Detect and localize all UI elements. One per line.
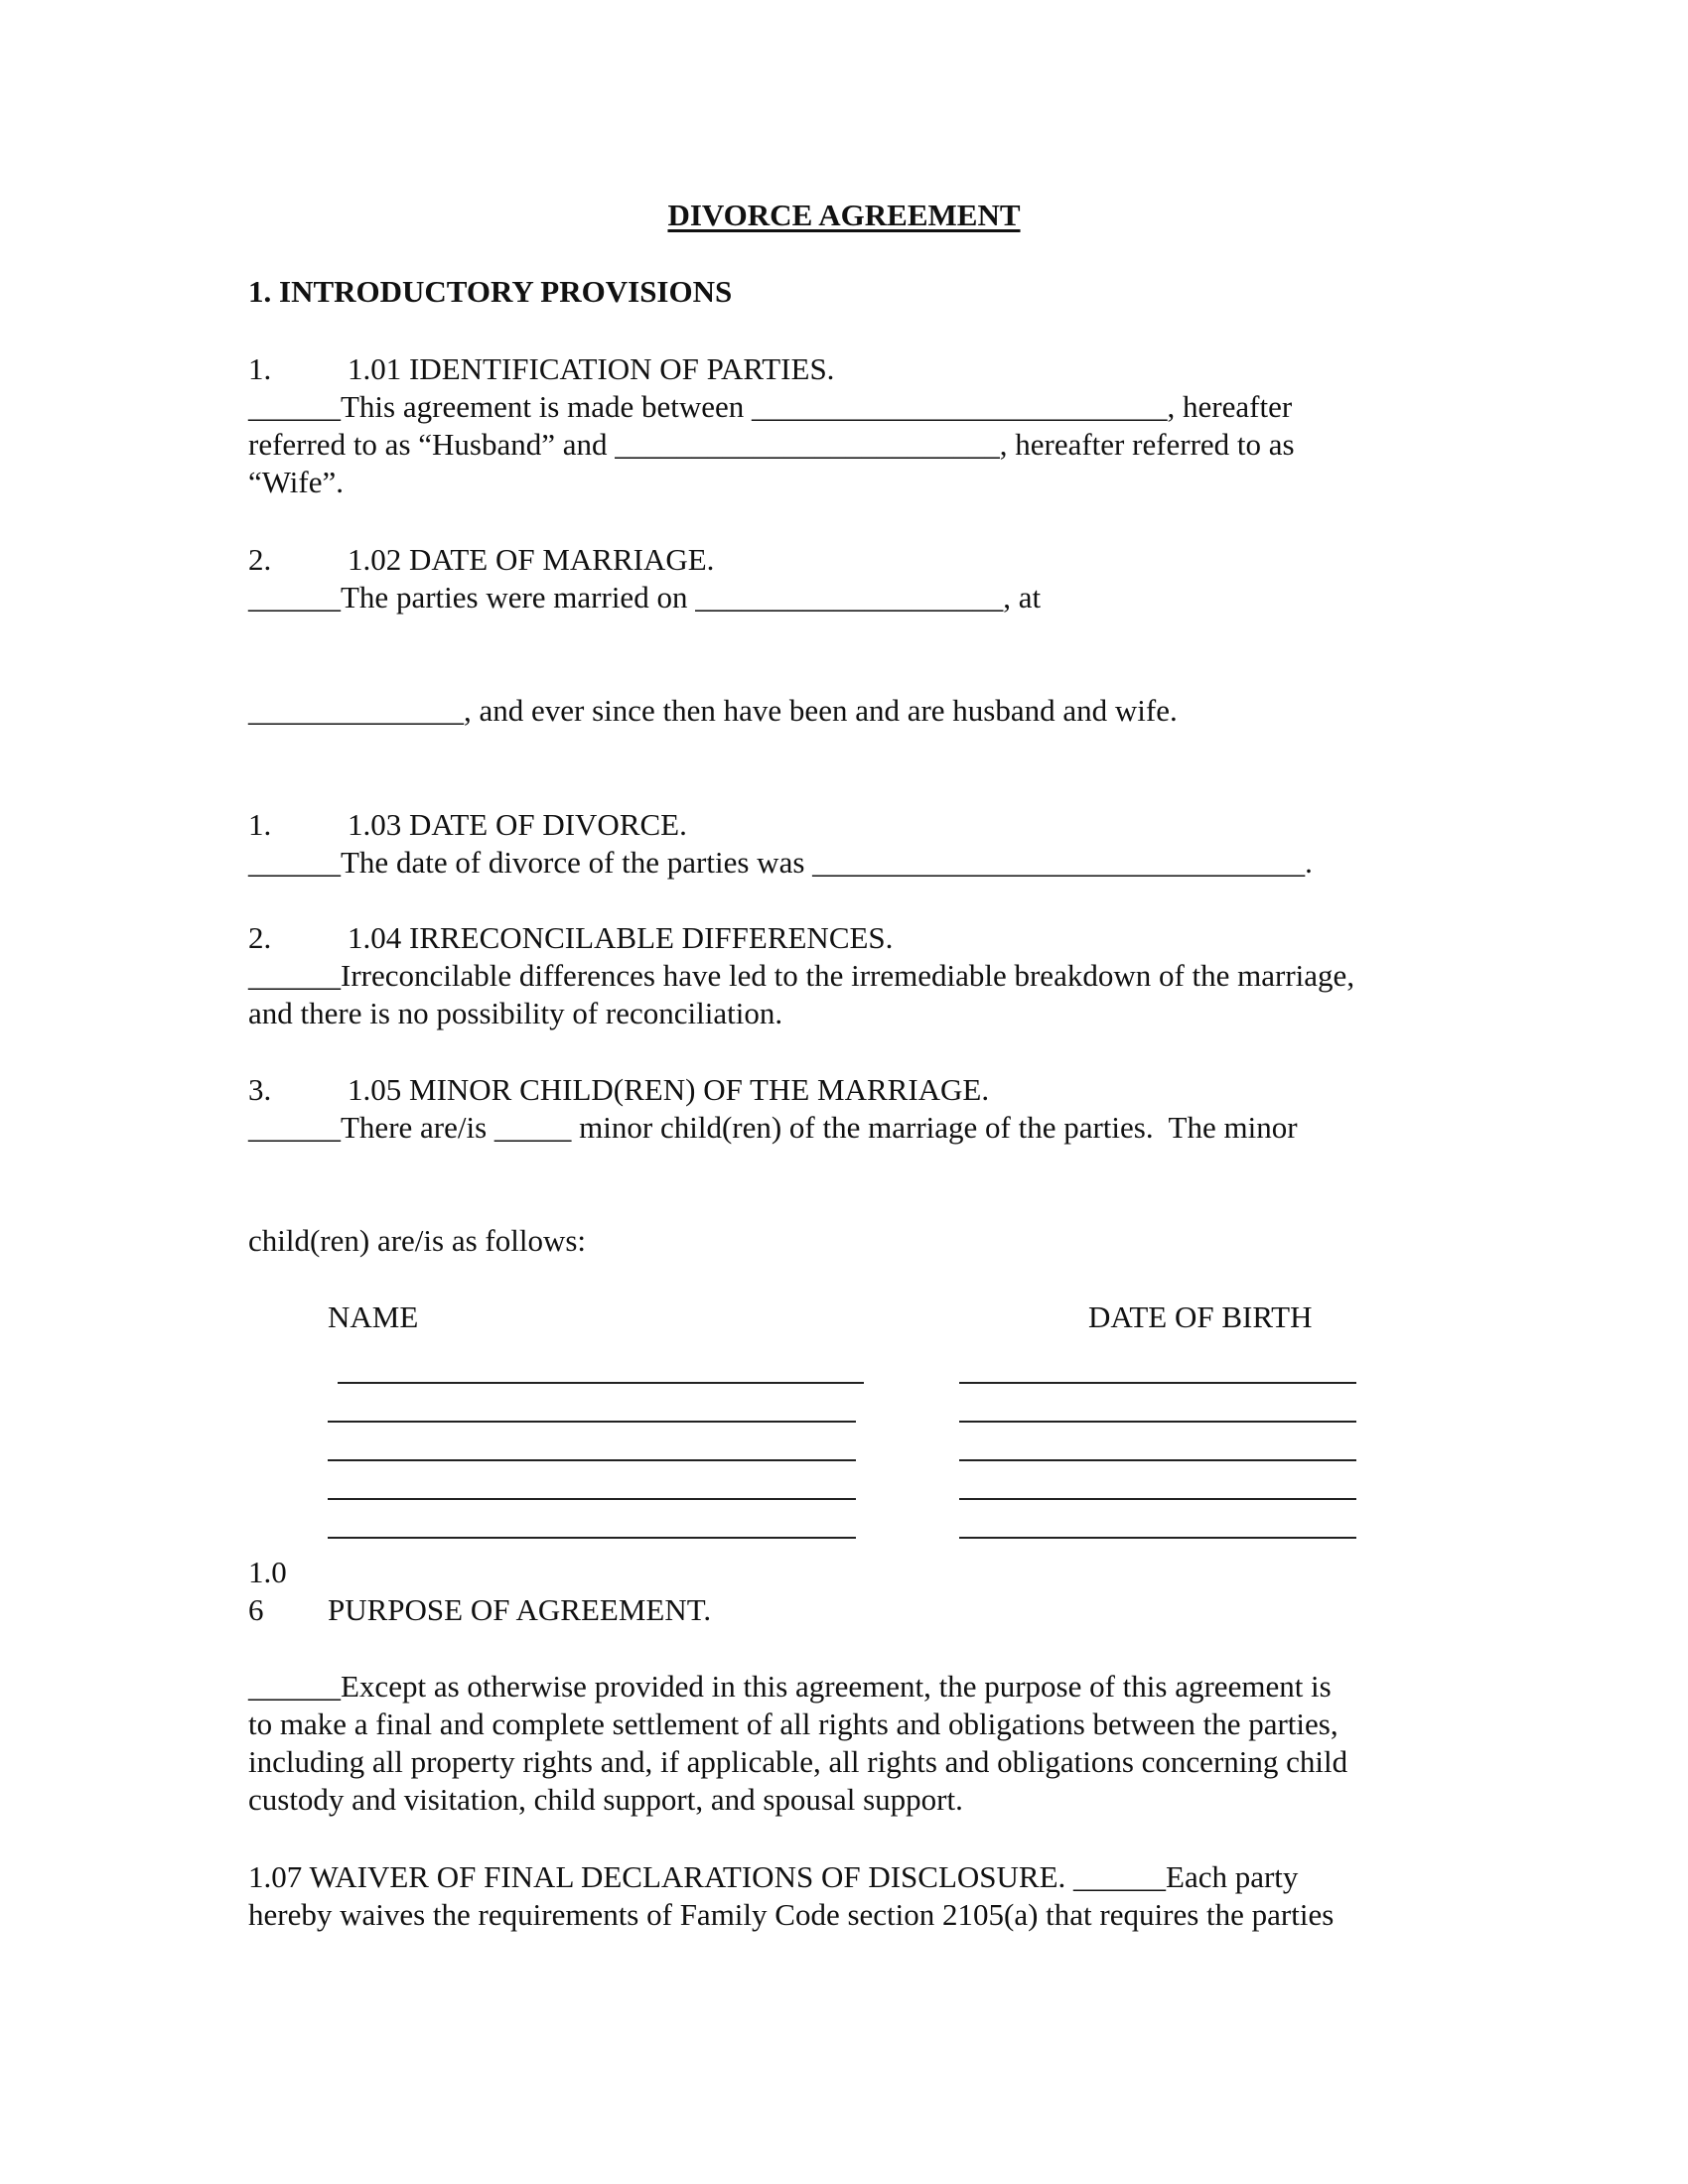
paragraph-line: referred to as “Husband” and _________________________, hereafter referred to as	[248, 427, 1295, 462]
paragraph-line: including all property rights and, if applicable, all rights and obligations concerning child	[248, 1744, 1348, 1779]
paragraph-line: 1.07 WAIVER OF FINAL DECLARATIONS OF DISCLOSURE. ______Each party	[248, 1859, 1299, 1894]
paragraph-line: ______This agreement is made between ___________________________, hereafter	[248, 389, 1293, 424]
child-dob-blank[interactable]	[959, 1382, 1356, 1384]
column-header-name: NAME	[328, 1299, 419, 1334]
paragraph-line: and there is no possibility of reconciliation.	[248, 996, 783, 1030]
paragraph-line: ______There are/is _____ minor child(ren) of the marriage of the parties. The minor	[248, 1110, 1298, 1145]
child-name-blank[interactable]	[328, 1459, 856, 1461]
paragraph-line: custody and visitation, child support, and spousal support.	[248, 1782, 963, 1817]
paragraph-line: hereby waives the requirements of Family Code section 2105(a) that requires the parties	[248, 1897, 1335, 1932]
item-number: 1.0	[248, 1555, 287, 1589]
item-number: 2.	[248, 920, 272, 955]
paragraph-line: ______________, and ever since then have been and are husband and wife.	[248, 693, 1178, 728]
column-header-date-of-birth: DATE OF BIRTH	[1088, 1299, 1313, 1334]
child-dob-blank[interactable]	[959, 1537, 1356, 1539]
heading-identification-of-parties: 1.01 IDENTIFICATION OF PARTIES.	[348, 351, 835, 386]
child-dob-blank[interactable]	[959, 1421, 1356, 1423]
paragraph-line: ______The date of divorce of the parties was ________________________________.	[248, 845, 1313, 880]
heading-date-of-divorce: 1.03 DATE OF DIVORCE.	[348, 807, 687, 842]
paragraph-line: ______Except as otherwise provided in this agreement, the purpose of this agreement is	[248, 1669, 1332, 1704]
child-dob-blank[interactable]	[959, 1498, 1356, 1500]
paragraph-line: child(ren) are/is as follows:	[248, 1223, 587, 1258]
paragraph-line: ______Irreconcilable differences have led to the irremediable breakdown of the marriage,	[248, 958, 1355, 993]
heading-irreconcilable-differences: 1.04 IRRECONCILABLE DIFFERENCES.	[348, 920, 894, 955]
item-number: 3.	[248, 1072, 272, 1107]
child-name-blank[interactable]	[328, 1537, 856, 1539]
item-number: 2.	[248, 542, 272, 577]
paragraph-line: to make a final and complete settlement of all rights and obligations between the parties,	[248, 1706, 1338, 1741]
document-title: DIVORCE AGREEMENT	[667, 198, 1021, 232]
heading-purpose-of-agreement: PURPOSE OF AGREEMENT.	[328, 1592, 712, 1627]
child-dob-blank[interactable]	[959, 1459, 1356, 1461]
section-heading-introductory-provisions: 1. INTRODUCTORY PROVISIONS	[248, 274, 733, 309]
heading-minor-children: 1.05 MINOR CHILD(REN) OF THE MARRIAGE.	[348, 1072, 990, 1107]
child-name-blank[interactable]	[328, 1421, 856, 1423]
item-number: 1.	[248, 351, 272, 386]
item-number: 1.	[248, 807, 272, 842]
child-name-blank[interactable]	[328, 1498, 856, 1500]
heading-date-of-marriage: 1.02 DATE OF MARRIAGE.	[348, 542, 715, 577]
child-name-blank[interactable]	[338, 1382, 864, 1384]
paragraph-line: “Wife”.	[248, 465, 344, 499]
item-number: 6	[248, 1592, 264, 1627]
paragraph-line: ______The parties were married on ____________________, at	[248, 580, 1042, 614]
